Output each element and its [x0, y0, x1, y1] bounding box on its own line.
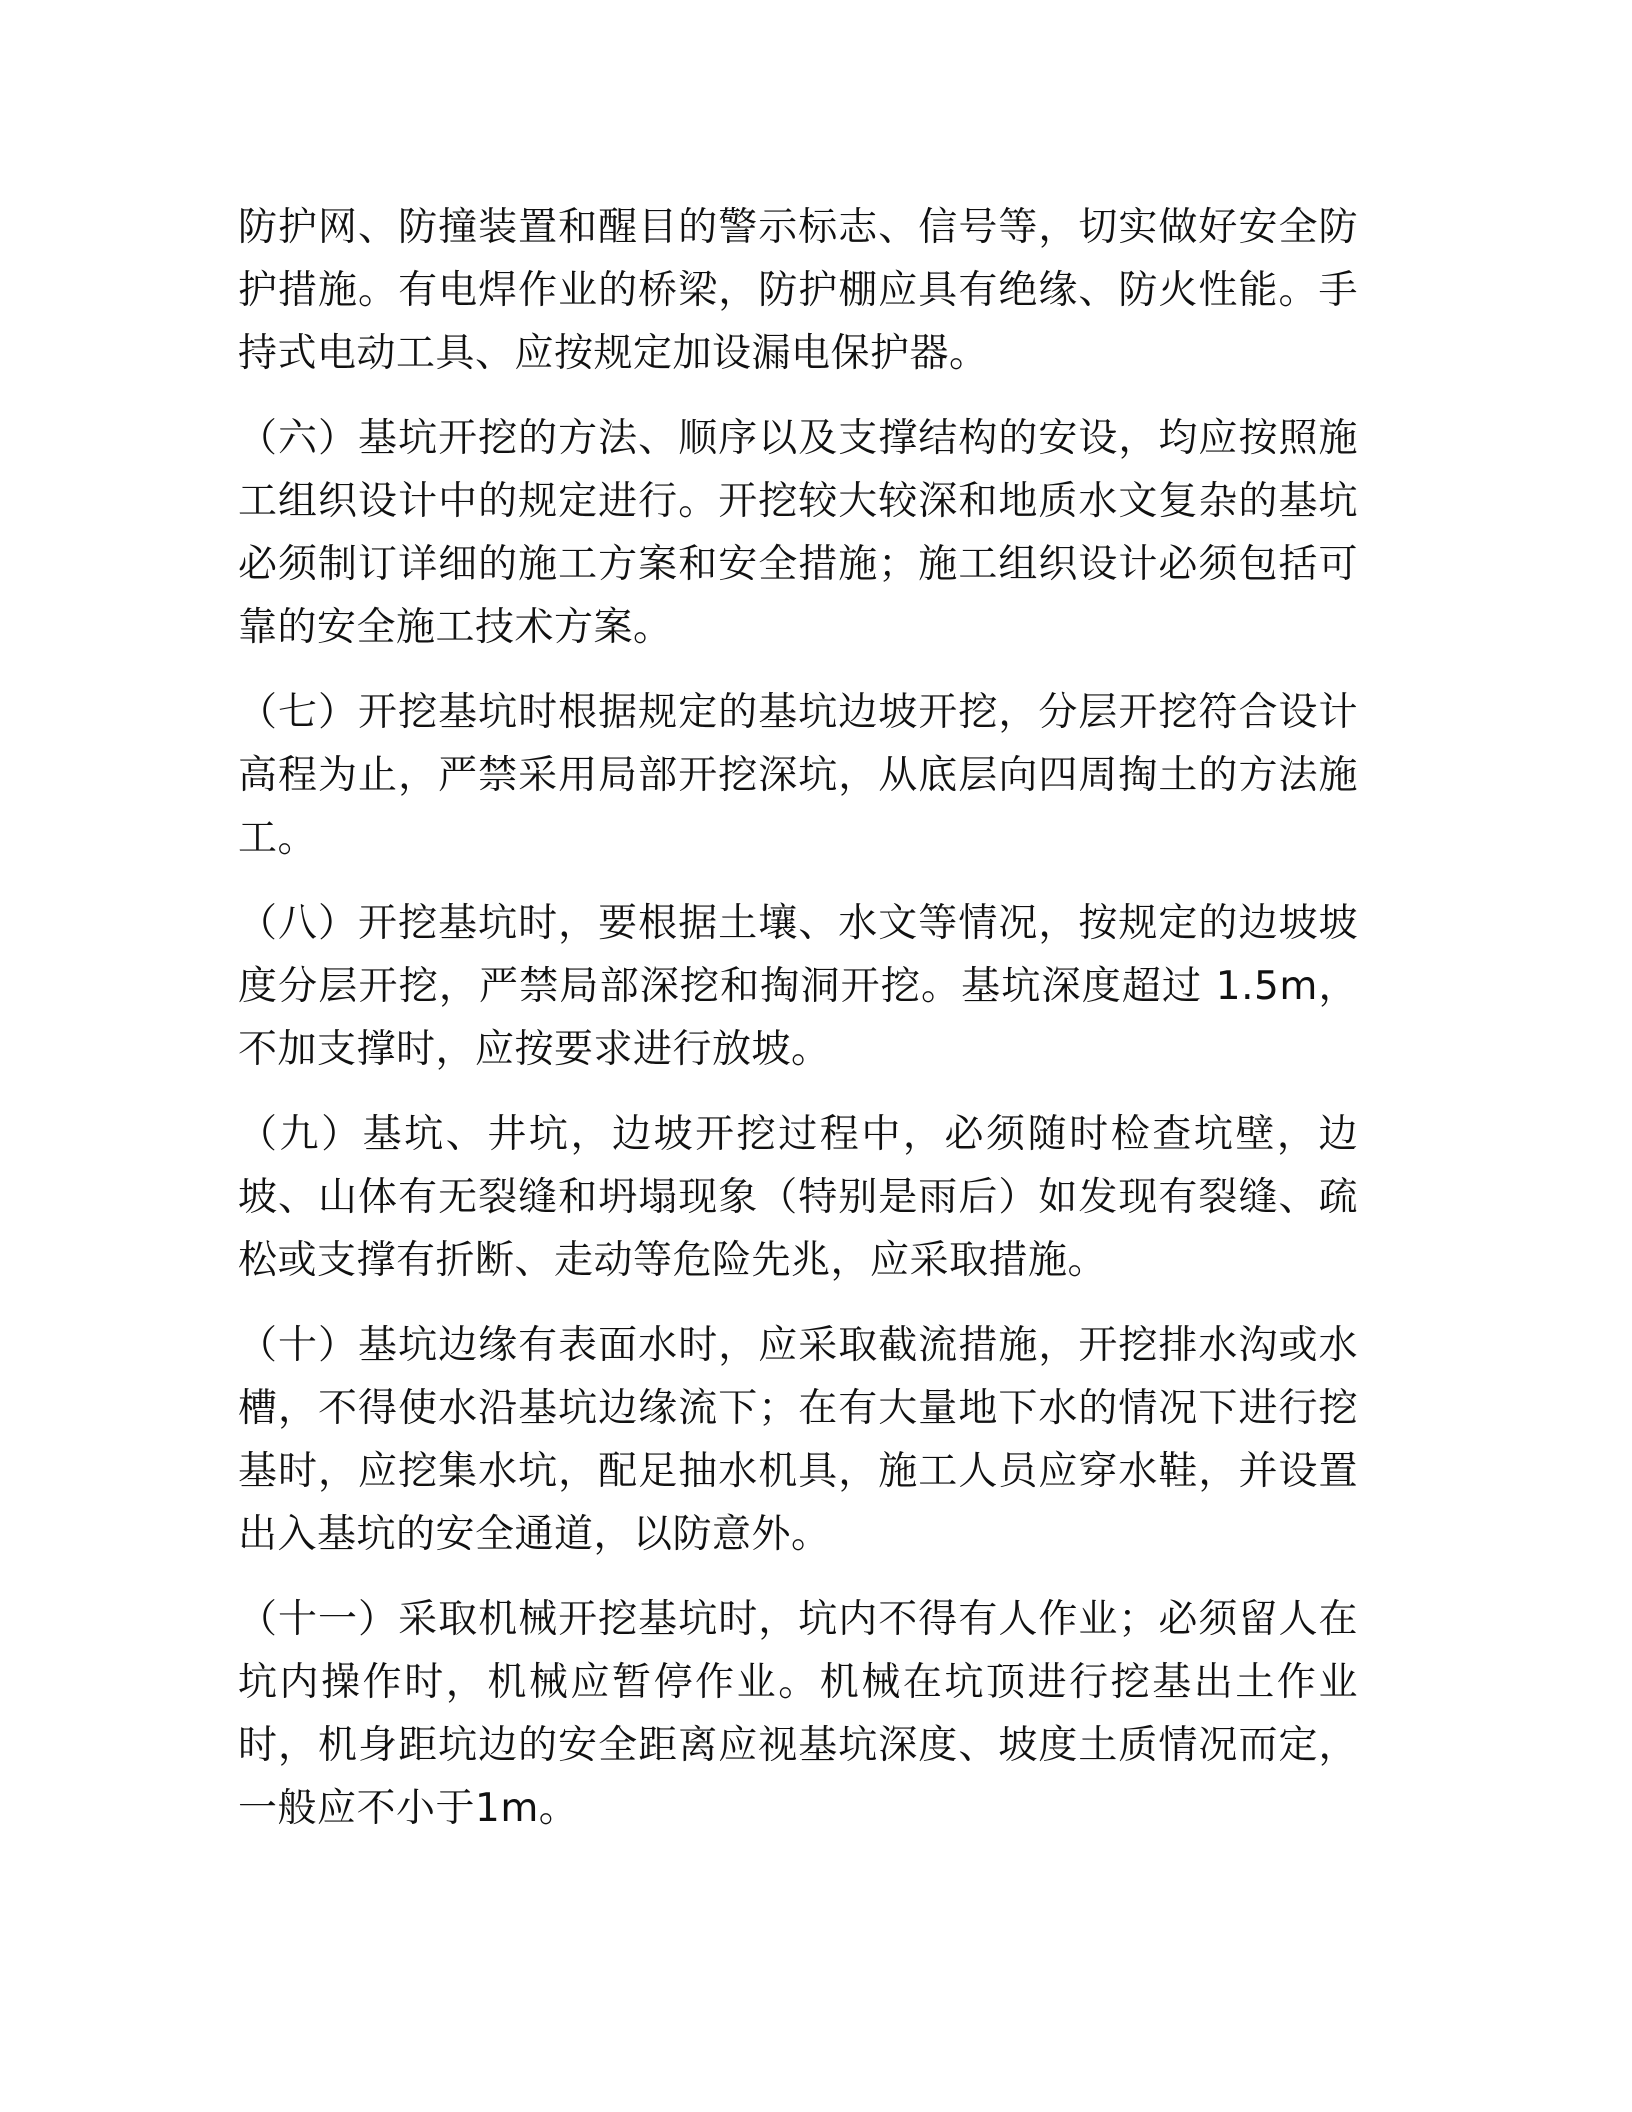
paragraph-item-10: （十）基坑边缘有表面水时，应采取截流措施，开挖排水沟或水槽，不得使水沿基坑边缘流下；在有大量地下水的情况下进行挖基时，应挖集水坑，配足抽水机具，施工人员应穿水鞋，并设置出入基坑的安全通道，以防意外。	[238, 1323, 1358, 1557]
paragraph-item-11: （十一）采取机械开挖基坑时，坑内不得有人作业；必须留人在坑内操作时，机械应暂停作业。机械在坑顶进行挖基出土作业时，机身距坑边的安全距离应视基坑深度、坡度土质情况而定，一般应不小于1m。	[238, 1597, 1358, 1831]
paragraph-continuation: 防护网、防撞装置和醒目的警示标志、信号等，切实做好安全防护措施。有电焊作业的桥梁，防护棚应具有绝缘、防火性能。手持式电动工具、应按规定加设漏电保护器。	[238, 205, 1358, 376]
paragraph-item-6: （六）基坑开挖的方法、顺序以及支撑结构的安设，均应按照施工组织设计中的规定进行。开挖较大较深和地质水文复杂的基坑必须制订详细的施工方案和安全措施；施工组织设计必须包括可靠的安全施工技术方案。	[238, 416, 1358, 650]
paragraph-item-7: （七）开挖基坑时根据规定的基坑边坡开挖，分层开挖符合设计高程为止，严禁采用局部开挖深坑，从底层向四周掏土的方法施工。	[238, 690, 1358, 861]
paragraph-item-9: （九）基坑、井坑，边坡开挖过程中，必须随时检查坑壁，边坡、山体有无裂缝和坍塌现象（特别是雨后）如发现有裂缝、疏松或支撑有折断、走动等危险先兆，应采取措施。	[238, 1112, 1358, 1283]
paragraph-item-8: （八）开挖基坑时，要根据土壤、水文等情况，按规定的边坡坡度分层开挖，严禁局部深挖和掏洞开挖。基坑深度超过 1.5m，不加支撑时，应按要求进行放坡。	[238, 901, 1358, 1072]
document-page	[238, 196, 1358, 1862]
